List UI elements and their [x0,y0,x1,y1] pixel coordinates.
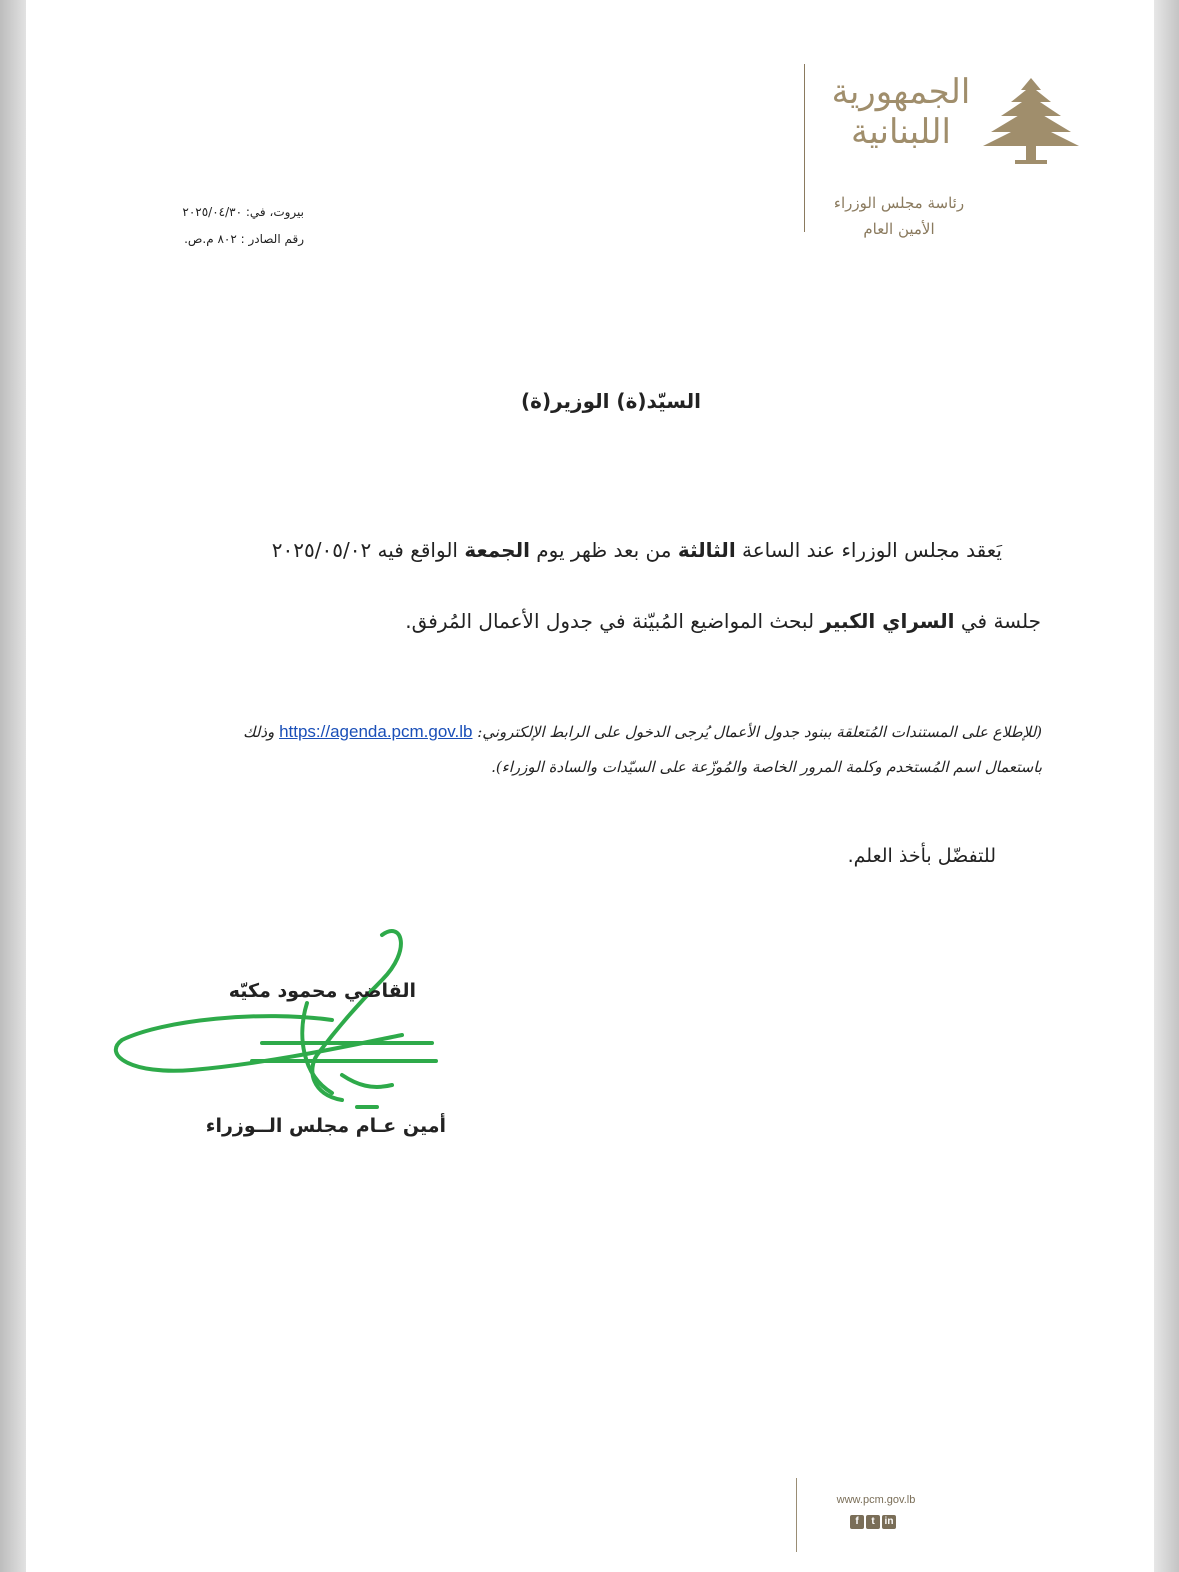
office-block [824,190,974,242]
emblem-title [826,72,976,152]
letter-ref: رقم الصادر : ٨٠٢ م.ص. [184,232,304,246]
page-shadow-left [0,0,26,1572]
note-line-1: (للإطلاع على المستندات المُتعلقة ببنود جدول الأعمال يُرجى الدخول على الرابط الإلكتروني: https://agenda.pcm.gov.lb وذلك [243,722,1042,741]
footer-divider [796,1478,797,1552]
signer-name: القاضي محمود مكيّه [228,980,416,1002]
body-line-1: يَعقد مجلس الوزراء عند الساعة الثالثة من بعد ظهر يوم الجمعة الواقع فيه ٢٠٢٥/٠٥/٠٢ [271,538,1002,562]
page-shadow-right [1153,0,1179,1572]
note-line-2: باستعمال اسم المُستخدم وكلمة المرور الخاصة والمُوزّعة على السيّدات والسادة الوزراء). [491,758,1042,776]
letter-page [26,0,1154,1572]
footer-url[interactable]: www.pcm.gov.lb [836,1494,916,1506]
agenda-link[interactable]: https://agenda.pcm.gov.lb [279,722,473,741]
cedar-tree-icon [981,76,1081,168]
twitter-icon[interactable]: t [866,1515,880,1529]
recipient: السيّد(ة) الوزير(ة) [521,389,701,413]
day-bold: الجمعة [464,538,530,562]
signer-title: أمين عـام مجلس الــوزراء [205,1115,446,1137]
location-bold: السراي الكبير [820,609,955,633]
facebook-icon[interactable]: f [850,1515,864,1529]
social-icons [850,1515,896,1531]
emblem-line1: الجمهورية [831,72,971,112]
linkedin-icon[interactable]: in [882,1515,896,1529]
header-divider [804,64,805,232]
closing-text: للتفضّل بأخذ العلم. [847,845,996,867]
handwritten-signature [102,925,442,1120]
emblem-line2: اللبنانية [851,112,951,152]
office-name: رئاسة مجلس الوزراء [833,194,965,212]
time-bold: الثالثة [677,538,736,562]
department-name: الأمين العام [863,220,935,238]
letter-meta [144,199,304,253]
letter-date: بيروت، في: ٢٠٢٥/٠٤/٣٠ [182,205,304,219]
body-line-2: جلسة في السراي الكبير لبحث المواضيع المُبيّنة في جدول الأعمال المُرفق. [405,609,1041,633]
